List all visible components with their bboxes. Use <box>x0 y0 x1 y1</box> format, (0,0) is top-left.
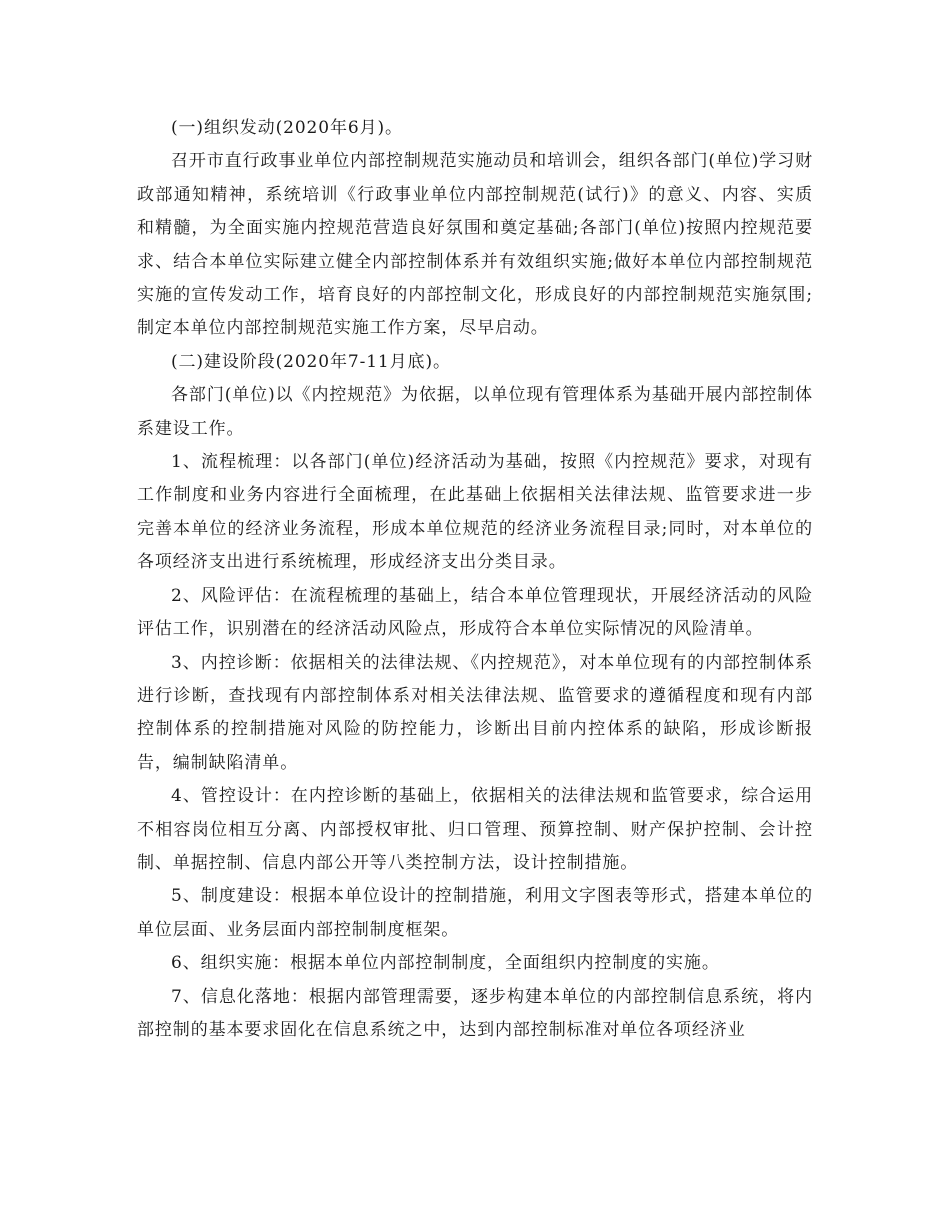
section-heading-mobilization: (一)组织发动(2020年6月)。 <box>171 118 403 138</box>
list-item-system-building: 5、制度建设：根据本单位设计的控制措施，利用文字图表等形式，搭建本单位的单位层面、业务层面内部控制制度框架。 <box>137 886 813 940</box>
document-body <box>137 112 813 1047</box>
list-item-implementation: 6、组织实施：根据本单位内部控制制度，全面组织内控制度的实施。 <box>171 953 720 974</box>
list-item-informatization: 7、信息化落地：根据内部管理需要，逐步构建本单位的内部控制信息系统，将内部控制的基本要求固化在信息系统之中，达到内部控制标准对单位各项经济业 <box>137 986 813 1040</box>
paragraph-mobilization-details: 召开市直行政事业单位内部控制规范实施动员和培训会，组织各部门(单位)学习财政部通知精神，系统培训《行政事业单位内部控制规范(试行)》的意义、内容、实质和精髓，为全面实施内控规范营造良好氛围和奠定基础;各部门(单位)按照内控规范要求、结合本单位实际建立健全内部控制体系并有效组织实施;做好本单位内部控制规范实施的宣传发动工作，培育良好的内部控制文化，形成良好的内部控制规范实施氛围;制定本单位内部控制规范实施工作方案，尽早启动。 <box>137 151 813 339</box>
list-item-risk-assessment: 2、风险评估：在流程梳理的基础上，结合本单位管理现状，开展经济活动的风险评估工作，识别潜在的经济活动风险点，形成符合本单位实际情况的风险清单。 <box>137 585 813 640</box>
paragraph-construction-intro: 各部门(单位)以《内控规范》为依据，以单位现有管理体系为基础开展内部控制体系建设工作。 <box>137 385 813 439</box>
list-item-control-design: 4、管控设计：在内控诊断的基础上，依据相关的法律法规和监管要求，综合运用不相容岗位相互分离、内部授权审批、归口管理、预算控制、财产保护控制、会计控制、单据控制、信息内部公开等八类控制方法，设计控制措施。 <box>137 786 813 873</box>
section-heading-construction: (二)建设阶段(2020年7-11月底)。 <box>171 351 451 372</box>
list-item-control-diagnosis: 3、内控诊断：依据相关的法律法规、《内控规范》，对本单位现有的内部控制体系进行诊断，查找现有内部控制体系对相关法律法规、监管要求的遵循程度和现有内部控制体系的控制措施对风险的防控能力，诊断出目前内控体系的缺陷，形成诊断报告，编制缺陷清单。 <box>137 652 813 773</box>
list-item-process-review: 1、流程梳理：以各部门(单位)经济活动为基础，按照《内控规范》要求，对现有工作制度和业务内容进行全面梳理，在此基础上依据相关法律法规、监管要求进一步完善本单位的经济业务流程，形成本单位规范的经济业务流程目录;同时，对本单位的各项经济支出进行系统梳理，形成经济支出分类目录。 <box>137 452 813 573</box>
